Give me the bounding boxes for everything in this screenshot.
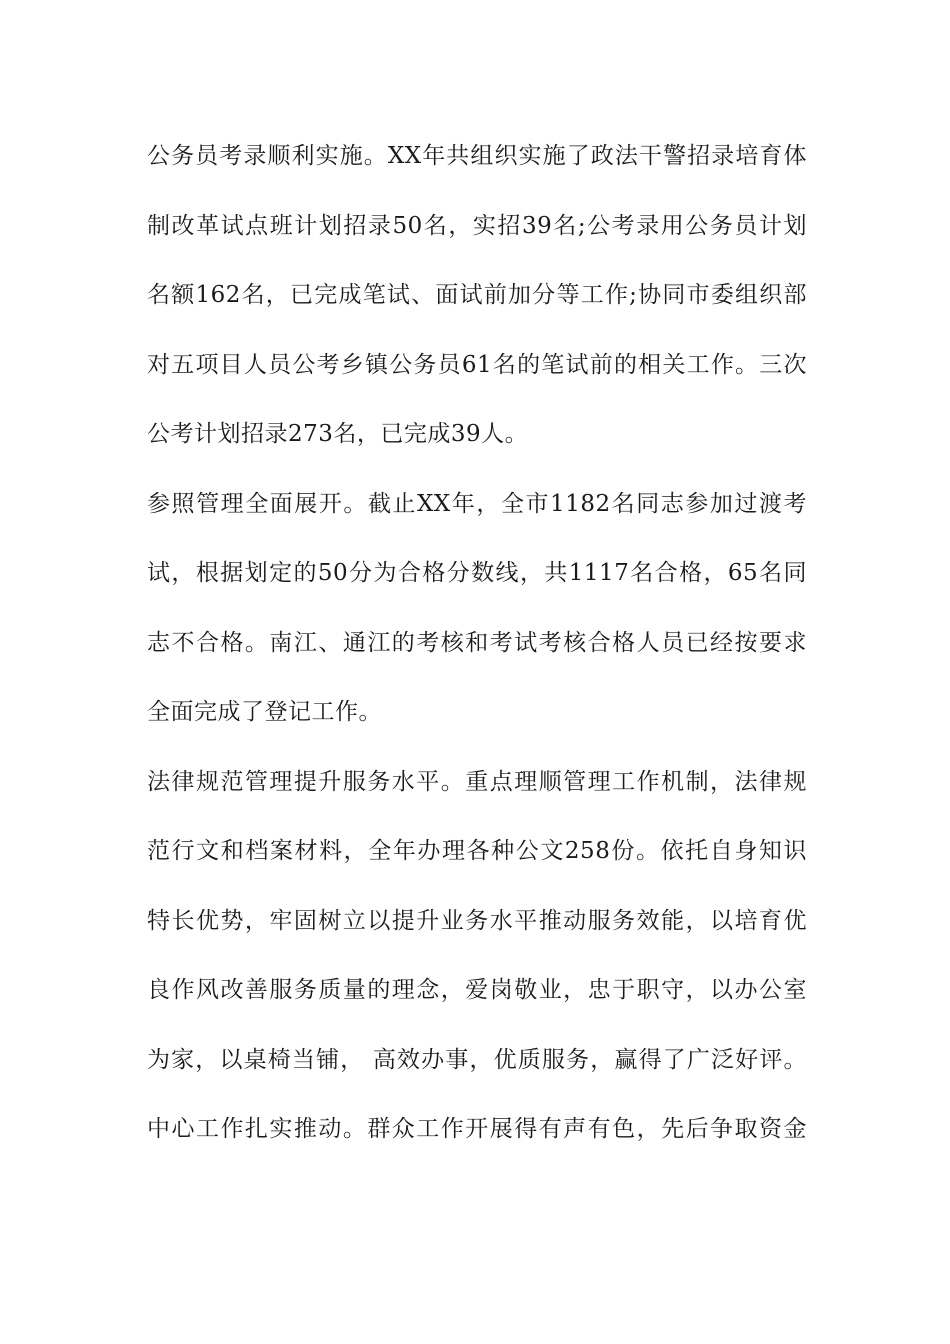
text-line: 全面完成了登记工作。	[147, 699, 382, 725]
text-line: 名额162名，已完成笔试、面试前加分等工作;协同市委组织部	[147, 282, 807, 308]
document-body	[147, 129, 807, 1172]
text-line: 试，根据划定的50分为合格分数线，共1117名合格，65名同	[147, 560, 807, 586]
text-line: 特长优势，牢固树立以提升业务水平推动服务效能，以培育优	[147, 907, 807, 934]
text-line: 公务员考录顺利实施。XX年共组织实施了政法干警招录培育体	[147, 143, 807, 169]
text-line: 制改革试点班计划招录50名，实招39名;公考录用公务员计划	[147, 212, 807, 239]
text-line: 中心工作扎实推动。群众工作开展得有声有色，先后争取资金	[147, 1116, 807, 1142]
text-line: 为家，以桌椅当铺， 高效办事，优质服务，赢得了广泛好评。	[147, 1046, 807, 1073]
text-line: 范行文和档案材料，全年办理各种公文258份。依托自身知识	[147, 838, 807, 864]
text-line: 志不合格。南江、通江的考核和考试考核合格人员已经按要求	[147, 629, 807, 656]
text-line: 参照管理全面展开。截止XX年，全市1182名同志参加过渡考	[147, 490, 807, 517]
text-line: 良作风改善服务质量的理念，爱岗敬业，忠于职守，以办公室	[147, 977, 807, 1003]
text-line: 对五项目人员公考乡镇公务员61名的笔试前的相关工作。三次	[147, 351, 807, 378]
text-line: 法律规范管理提升服务水平。重点理顺管理工作机制，法律规	[147, 768, 807, 795]
text-line: 公考计划招录273名，已完成39人。	[147, 421, 529, 447]
